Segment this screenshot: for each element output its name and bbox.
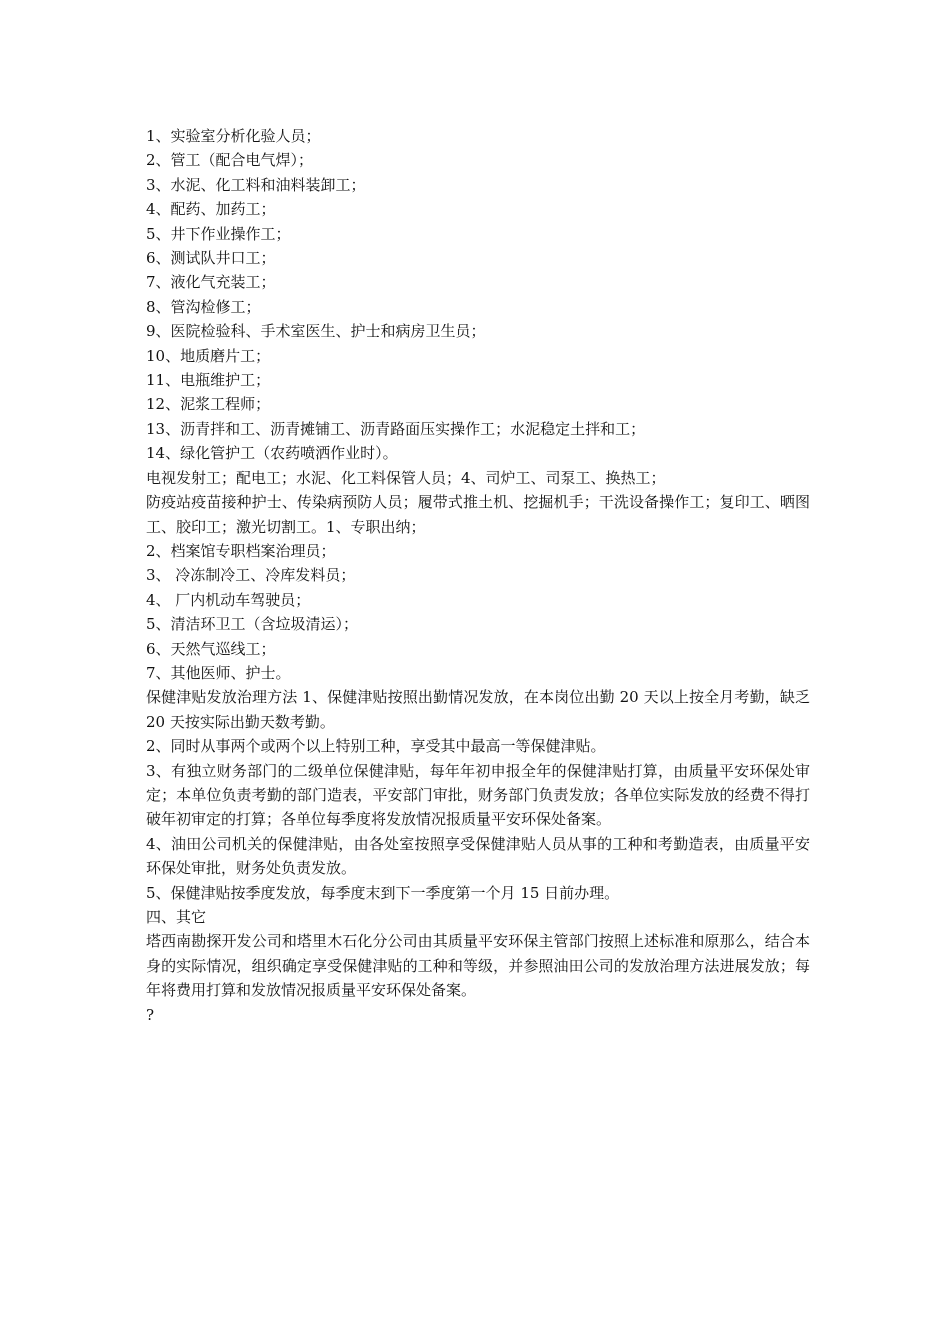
text-line: 4、 厂内机动车驾驶员； xyxy=(146,590,311,609)
text-line: 电视发射工；配电工；水泥、化工料保管人员；4、司炉工、司泵工、换热工； xyxy=(146,468,666,487)
text-line: 5、清洁环卫工（含垃圾清运）； xyxy=(146,615,359,634)
text-line: 2、管工（配合电气焊）； xyxy=(146,151,314,170)
text-paragraph: 保健津贴发放治理方法 1、保健津贴按照出勤情况发放，在本岗位出勤 20 天以上按全月考勤，缺乏 20 天按实际出勤天数考勤。 xyxy=(146,688,810,731)
text-line: 12、泥浆工程师； xyxy=(146,395,271,414)
text-line: 2、档案馆专职档案治理员； xyxy=(146,541,336,560)
text-line: 14、绿化管护工（农药喷洒作业时）。 xyxy=(146,444,398,463)
text-paragraph: 3、有独立财务部门的二级单位保健津贴，每年年初申报全年的保健津贴打算，由质量平安环保处审定；本单位负责考勤的部门造表，平安部门审批，财务部门负责发放；各单位实际发放的经费不得打破年初审定的打算；各单位每季度将发放情况报质量平安环保处备案。 xyxy=(146,761,810,829)
text-line: 3、 冷冻制冷工、冷库发料员； xyxy=(146,566,356,585)
text-paragraph: 防疫站疫苗接种护士、传染病预防人员；履带式推土机、挖掘机手；干洗设备操作工；复印工、晒图工、胶印工；激光切割工。1、专职出纳； xyxy=(146,493,810,536)
document-body xyxy=(146,124,810,1027)
text-paragraph: 塔西南勘探开发公司和塔里木石化分公司由其质量平安环保主管部门按照上述标准和原那么，结合本身的实际情况，组织确定享受保健津贴的工种和等级，并参照油田公司的发放治理方法进展发放；每年将费用打算和发放情况报质量平安环保处备案。 xyxy=(146,932,810,1000)
text-line: 10、地质磨片工； xyxy=(146,346,271,365)
text-line: 5、保健津贴按季度发放，每季度末到下一季度第一个月 15 日前办理。 xyxy=(146,883,620,902)
text-line: ? xyxy=(146,1005,155,1024)
text-line: 7、其他医师、护士。 xyxy=(146,663,291,682)
text-line: 5、井下作业操作工； xyxy=(146,224,291,243)
text-line: 7、液化气充装工； xyxy=(146,273,276,292)
text-line: 1、实验室分析化验人员； xyxy=(146,127,321,145)
text-line: 11、电瓶维护工； xyxy=(146,371,271,390)
text-line: 9、医院检验科、手术室医生、护士和病房卫生员； xyxy=(146,322,486,341)
text-line: 4、配药、加药工； xyxy=(146,200,276,219)
text-line: 8、管沟检修工； xyxy=(146,297,261,316)
text-line: 13、沥青拌和工、沥青摊铺工、沥青路面压实操作工；水泥稳定土拌和工； xyxy=(146,419,646,438)
text-line: 6、测试队井口工； xyxy=(146,249,276,268)
text-paragraph: 4、油田公司机关的保健津贴，由各处室按照享受保健津贴人员从事的工种和考勤造表，由质量平安环保处审批，财务处负责发放。 xyxy=(146,834,810,878)
text-line: 6、天然气巡线工； xyxy=(146,639,276,658)
text-line: 2、同时从事两个或两个以上特别工种，享受其中最高一等保健津贴。 xyxy=(146,737,606,756)
section-heading: 四、其它 xyxy=(146,908,207,926)
text-line: 3、水泥、化工料和油料装卸工； xyxy=(146,175,366,194)
